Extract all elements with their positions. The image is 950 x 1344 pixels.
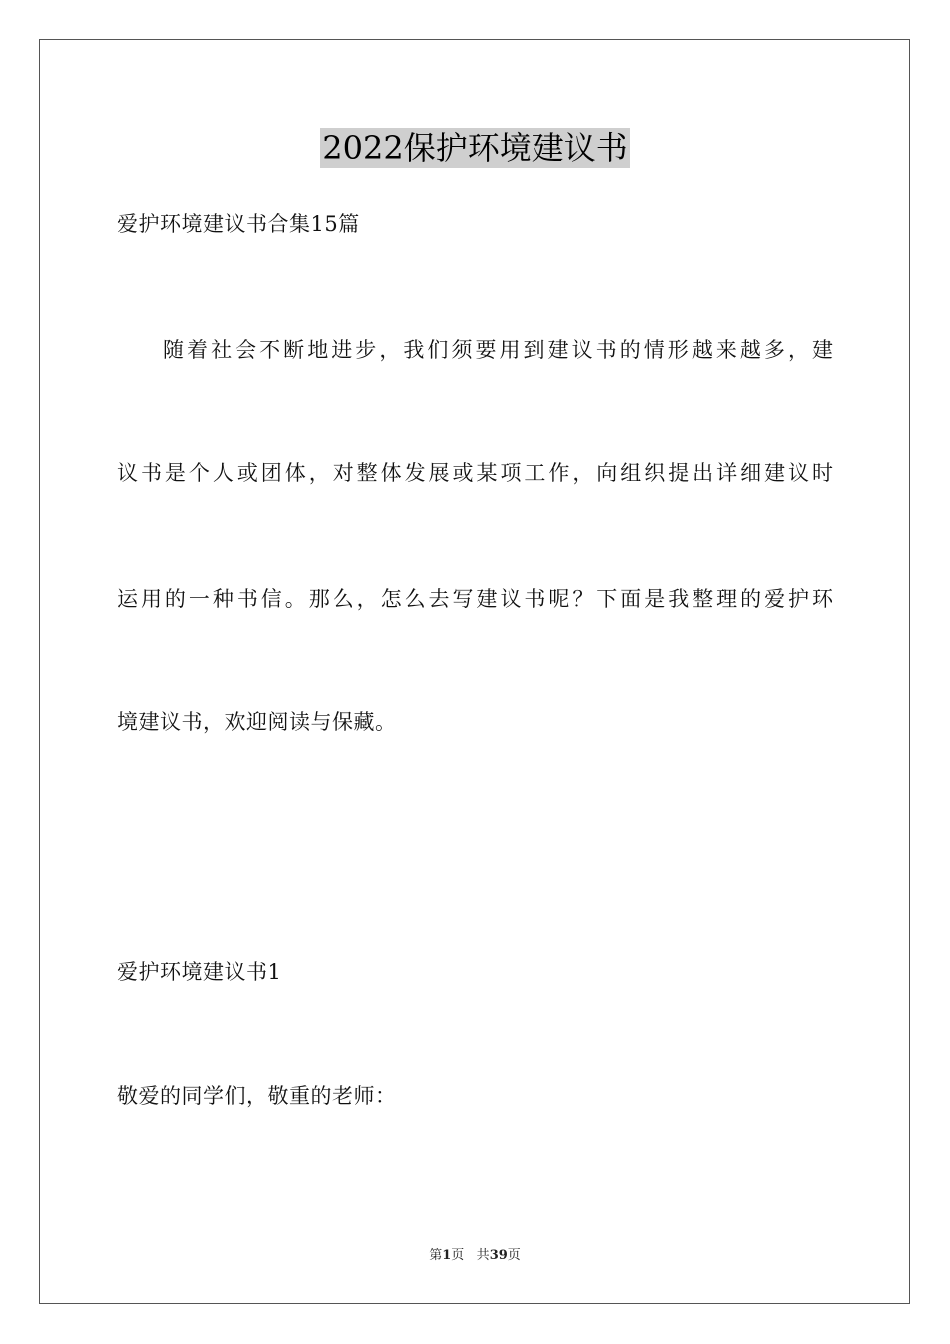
footer-page-number: 1: [442, 1248, 452, 1263]
footer-page-prefix: 第: [429, 1248, 443, 1263]
title-container: [0, 128, 950, 168]
intro-line-3: 运用的一种书信。那么，怎么去写建议书呢？下面是我整理的爱护环: [117, 587, 833, 611]
intro-line-4: 境建议书，欢迎阅读与保藏。: [117, 710, 397, 734]
section-heading: 爱护环境建议书1: [117, 960, 282, 984]
page-footer: [0, 1246, 950, 1266]
footer-page-suffix: 页: [451, 1248, 465, 1263]
footer-total-pages: 39: [489, 1248, 508, 1263]
intro-line-1: 随着社会不断地进步，我们须要用到建议书的情形越来越多，建: [163, 338, 833, 362]
document-subtitle: 爱护环境建议书合集15篇: [117, 212, 360, 236]
salutation: 敬爱的同学们，敬重的老师：: [117, 1084, 397, 1108]
document-title: 2022保护环境建议书: [322, 129, 628, 167]
footer-total-prefix: 共: [476, 1248, 490, 1263]
footer-total-suffix: 页: [507, 1248, 521, 1263]
intro-line-2: 议书是个人或团体，对整体发展或某项工作，向组织提出详细建议时: [117, 461, 833, 485]
